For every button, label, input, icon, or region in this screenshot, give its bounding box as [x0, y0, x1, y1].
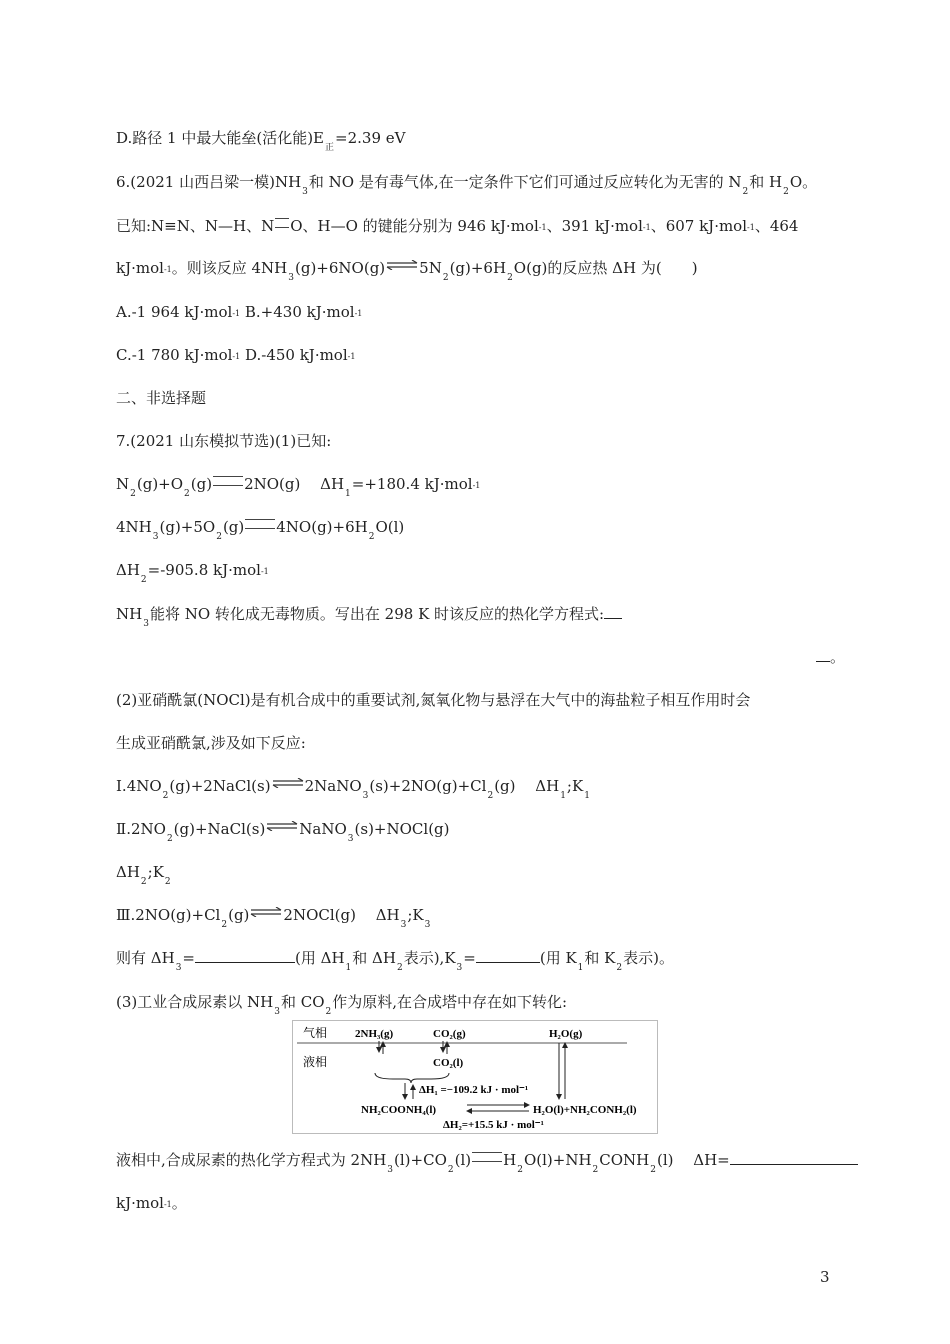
page-number: 3 [820, 1268, 830, 1286]
q7-eq1: $N_2(g)+O_2(g)$ 2NO(g) $\Delta H_1=+180.4$ kJ·mol-1 [116, 475, 481, 499]
products-label: H₂O(l)+NH₂CONH₂(l) [533, 1104, 637, 1116]
gas-co2: CO₂(g) [433, 1028, 466, 1040]
liquid-co2: CO₂(l) [433, 1057, 464, 1069]
q7-part3-equation: 液相中,合成尿素的热化学方程式为 $2NH_3(l)+CO_2(l)$ $H_2O(l)+NH_2CONH_2(l)$ ΔH= [116, 1150, 858, 1173]
q7-eq2: $4NH_3(g)+5O_2(g)$ $4NO(g)+6H_2O(l)$ [116, 518, 405, 542]
urea-synthesis-svg [293, 1021, 657, 1133]
q6-bond-energies: 已知:N≡N、N—H、N O、H—O 的键能分别为 946 kJ·mol-1、391 kJ·mol-1、607 kJ·mol-1、464 [116, 217, 799, 235]
q6-question: kJ·mol-1。则该反应 $4NH_3(g)+6NO(g)$ $5N_2(g)+6H_2O(g)$的反应热 ΔH 为( ) [116, 259, 698, 283]
equilibrium-arrow-icon [266, 821, 298, 831]
q7-part3-unit: kJ·mol-1。 [116, 1194, 187, 1212]
q7-stem: 7.(2021 山东模拟节选)(1)已知: [116, 432, 332, 450]
answer-blank-dh[interactable] [730, 1150, 858, 1165]
q7-part2-ask: 则有 $\Delta H_3=$ (用 $\Delta H_1$和 $\Delta H_2$表示)$,K_3=$ (用 $K_1$和 $K_2$表示)。 [116, 949, 674, 973]
answer-blank-dh3[interactable] [195, 948, 295, 963]
q5-option-d: D.路径 1 中最大能垒(活化能)$E_正=2.39$ eV [116, 129, 406, 153]
section-heading: 二、非选择题 [116, 389, 207, 407]
q6-options-ab: A.-1 964 kJ·mol-1 B.+430 kJ·mol-1 [116, 303, 363, 321]
q6-options-cd: C.-1 780 kJ·mol-1 D.-450 kJ·mol-1 [116, 346, 356, 364]
q7-dh2: $\Delta H_2=-905.8$ kJ·mol-1 [116, 561, 269, 585]
q7-part2-line1: (2)亚硝酰氯(NOCl)是有机合成中的重要试剂,氮氧化物与悬浮在大气中的海盐粒子相互作用时会 [116, 691, 751, 709]
reaction-2: $Ⅱ.2NO_2(g)+NaCl(s)$ NaNO$_3$(s)+NOCl(g) [116, 820, 450, 844]
gas-h2o: H₂O(g) [549, 1028, 583, 1040]
brace-icon [375, 1073, 449, 1083]
gas-nh3: 2NH₃(g) [355, 1028, 394, 1040]
liquid-phase-label: 液相 [303, 1055, 328, 1069]
dh2-label: ΔH₂=+15.5 kJ · mol⁻¹ [443, 1119, 544, 1131]
reaction-2-dh: $\Delta H_2;K_2$ [116, 863, 171, 887]
q7-part3-stem: (3)工业合成尿素以 $NH_3$和 $CO_2$作为原料,在合成塔中存在如下转化: [116, 993, 568, 1017]
answer-blank-k3[interactable] [476, 948, 540, 963]
dh1-label: ΔH₁ =−109.2 kJ · mol⁻¹ [419, 1084, 529, 1096]
equilibrium-arrow-icon [272, 778, 304, 788]
q7-ask: $NH_3$能将 NO 转化成无毒物质。写出在 298 K 时该反应的热化学方程式: [116, 604, 622, 627]
q7-answer-end: 。 [816, 647, 845, 667]
q6-stem: 6.(2021 山西吕梁一模)$NH_3$和 NO 是有毒气体,在一定条件下它们可通过反应转化为无害的 $N_2$和 $H_2O$。 [116, 173, 818, 197]
reaction-1: $Ⅰ.4NO_2(g)+2NaCl(s)$ $2NaNO_3(s)+2NO(g)+Cl_2(g)$ $\Delta H_1;K_1$ [116, 777, 590, 801]
equilibrium-arrow-icon [386, 260, 418, 270]
gas-phase-label: 气相 [303, 1026, 328, 1040]
carbamate-label: NH₂COONH₄(l) [361, 1104, 437, 1116]
q7-part2-line2: 生成亚硝酰氯,涉及如下反应: [116, 734, 306, 752]
reaction-3: $Ⅲ.2NO(g)+Cl_2(g)$ 2NOCl(g) $\Delta H_3;K_3$ [116, 906, 431, 930]
equilibrium-arrow-icon [250, 907, 282, 917]
urea-synthesis-diagram [292, 1020, 658, 1134]
